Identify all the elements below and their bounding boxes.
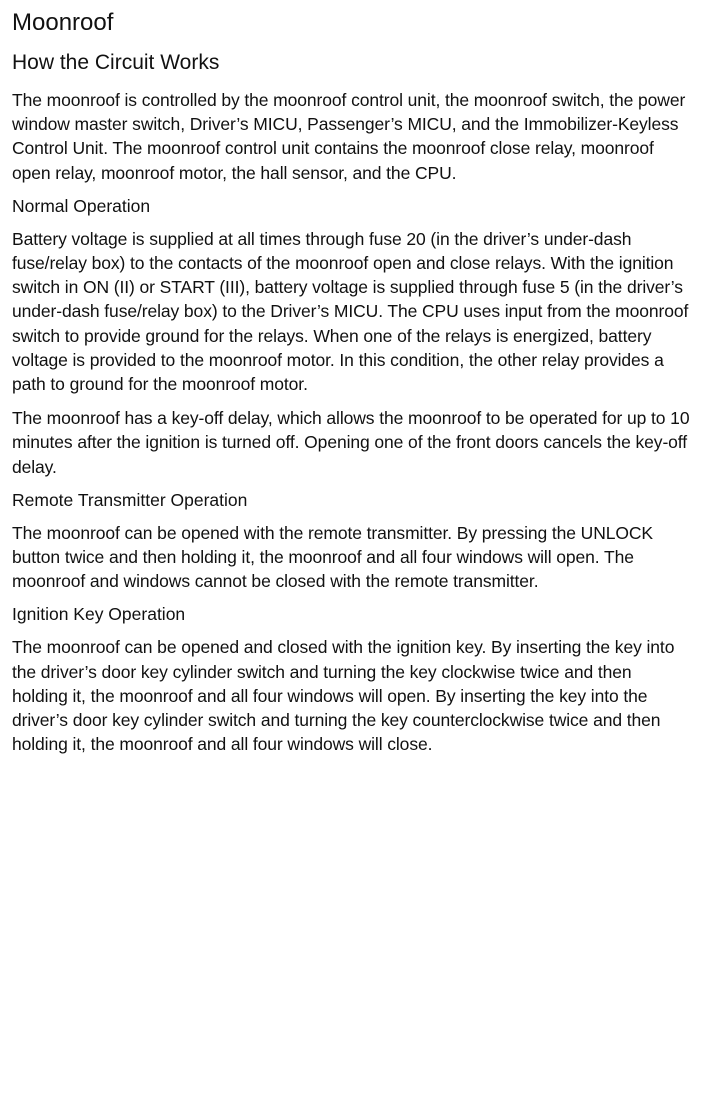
document-page bbox=[12, 8, 692, 766]
section-heading: Remote Transmitter Operation bbox=[12, 489, 248, 510]
section-paragraph: The moonroof can be opened with the remote transmitter. By pressing the UNLOCK button twice and then holding it, the moonroof and all four windows will open. The moonroof and windows cannot be closed with the remote transmitter. bbox=[12, 522, 653, 592]
section-normal-operation bbox=[12, 195, 692, 479]
section-paragraph: The moonroof can be opened and closed with the ignition key. By inserting the key into the driver’s door key cylinder switch and turning the key clockwise twice and then holding it, the moonroof and all four windows will open. By inserting the key into the driver’s door key cylinder switch and turning the key counterclockwise twice and then holding it, the moonroof and all four windows will close. bbox=[12, 637, 675, 755]
section-ignition-key-operation bbox=[12, 603, 692, 756]
section-heading: Normal Operation bbox=[12, 195, 151, 216]
intro-paragraph: The moonroof is controlled by the moonroof control unit, the moonroof switch, the power window master switch, Driver’s MICU, Passenger’s MICU, and the Immobilizer-Keyless Control Unit. The moonroof control unit contains the moonroof close relay, moonroof open relay, moonroof motor, the hall sensor, and the CPU. bbox=[12, 90, 686, 183]
page-subtitle: How the Circuit Works bbox=[12, 51, 220, 74]
section-heading: Ignition Key Operation bbox=[12, 604, 186, 625]
section-paragraph: The moonroof has a key-off delay, which allows the moonroof to be operated for up to 10 minutes after the ignition is turned off. Opening one of the front doors cancels the key-off delay. bbox=[12, 408, 690, 477]
section-paragraph: Battery voltage is supplied at all times through fuse 20 (in the driver’s under-dash fuse/relay box) to the contacts of the moonroof open and close relays. With the ignition switch in ON (II) or START (III), battery voltage is supplied through fuse 5 (in the driver’s under-dash fuse/relay box) to the Driver’s MICU. The CPU uses input from the moonroof switch to provide ground for the relays. When one of the relays is energized, battery voltage is provided to the moonroof motor. In this condition, the other relay provides a path to ground for the moonroof motor. bbox=[12, 228, 689, 395]
page-title: Moonroof bbox=[12, 9, 114, 36]
section-remote-transmitter-operation bbox=[12, 489, 692, 594]
